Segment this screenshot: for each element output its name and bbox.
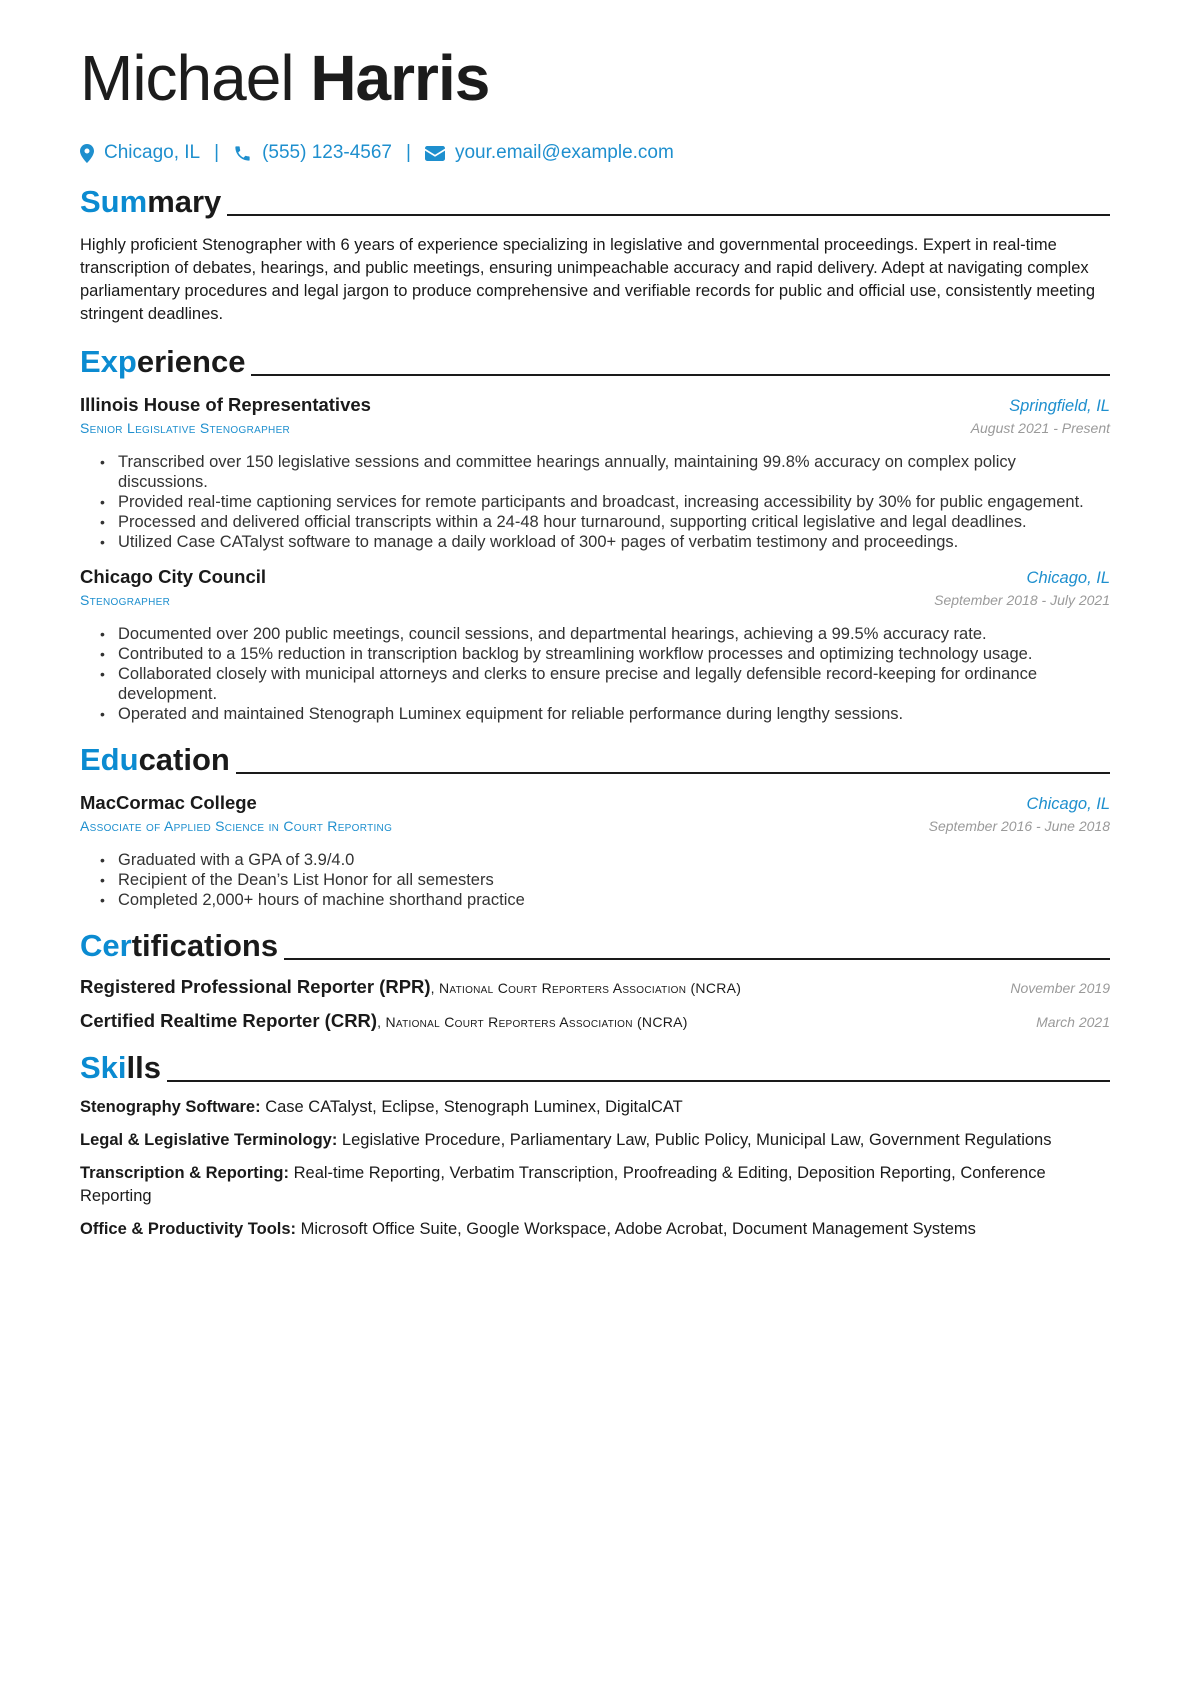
skill-category: Legal & Legislative Terminology: xyxy=(80,1131,338,1149)
job-dates: August 2021 - Present xyxy=(970,420,1110,436)
list-item: • Transcribed over 150 legislative sessions and committee hearings annually, maintaining 99.8% accuracy on complex policy discussions. xyxy=(118,452,1110,492)
experience-entry xyxy=(80,394,1110,552)
employer-name: Illinois House of Representatives xyxy=(80,394,371,415)
skill-row xyxy=(80,1096,1110,1119)
job-title: Stenographer xyxy=(80,592,171,608)
section-title: Skills xyxy=(80,1050,161,1085)
summary-text: Highly proficient Stenographer with 6 years of experience specializing in legislative and governmental proceedings. Expert in real-time transcription of debates, hearings, and public meetings, ensuring unimpeachable accuracy and rapid delivery. Adept at navigating complex parliamentary procedures and legal jargon to produce comprehensive and verifiable records for public and official use, consistently meeting stringent deadlines. xyxy=(80,236,1096,323)
section-divider xyxy=(227,214,1110,216)
skill-category: Stenography Software: xyxy=(80,1098,261,1116)
certifications-heading xyxy=(80,928,1110,964)
envelope-icon xyxy=(425,146,445,161)
employer-location: Springfield, IL xyxy=(1009,397,1110,415)
list-item: • Graduated with a GPA of 3.9/4.0 xyxy=(118,850,1110,870)
education-heading xyxy=(80,742,1110,778)
list-item: • Utilized Case CATalyst software to manage a daily workload of 300+ pages of verbatim testimony and proceedings. xyxy=(118,532,1110,552)
education-dates: September 2016 - June 2018 xyxy=(928,818,1110,834)
achievement-list xyxy=(80,850,1110,910)
section-title: Summary xyxy=(80,184,222,219)
certification-title: Certified Realtime Reporter (CRR) xyxy=(80,1010,378,1031)
list-item: • Recipient of the Dean’s List Honor for all semesters xyxy=(118,870,1110,890)
certification-date: November 2019 xyxy=(1010,980,1110,996)
school-location: Chicago, IL xyxy=(1026,795,1110,813)
list-item: • Contributed to a 15% reduction in transcription backlog by streamlining workflow processes and optimizing technology usage. xyxy=(118,644,1110,664)
skill-values: Legislative Procedure, Parliamentary Law, Public Policy, Municipal Law, Government Regulations xyxy=(337,1131,1052,1149)
education-entry xyxy=(80,792,1110,910)
skill-values: Case CATalyst, Eclipse, Stenograph Luminex, DigitalCAT xyxy=(260,1098,683,1116)
experience-entry xyxy=(80,566,1110,724)
section-title: Certifications xyxy=(80,928,279,963)
skill-values: Real-time Reporting, Verbatim Transcription, Proofreading & Editing, Deposition Reporting, Conference Reporting xyxy=(80,1164,1046,1205)
list-item: • Collaborated closely with municipal attorneys and clerks to ensure precise and legally defensible record-keeping for ordinance development. xyxy=(118,664,1110,704)
list-item: • Completed 2,000+ hours of machine shorthand practice xyxy=(118,890,1110,910)
job-title: Senior Legislative Stenographer xyxy=(80,420,291,436)
email-link: your.email@example.com xyxy=(454,142,674,163)
phone-icon xyxy=(233,144,252,163)
contact-phone[interactable] xyxy=(233,142,392,164)
map-pin-icon xyxy=(80,144,94,163)
candidate-name xyxy=(80,40,1110,116)
section-divider xyxy=(251,374,1110,376)
phone-text: (555) 123-4567 xyxy=(262,142,392,163)
job-dates: September 2018 - July 2021 xyxy=(934,592,1110,608)
skill-category: Transcription & Reporting: xyxy=(80,1164,290,1182)
section-title: Education xyxy=(80,742,230,777)
contact-bar xyxy=(80,140,1110,166)
achievement-list xyxy=(80,624,1110,724)
certification-title: Registered Professional Reporter (RPR) xyxy=(80,976,431,997)
location-text: Chicago, IL xyxy=(104,142,201,163)
skill-row xyxy=(80,1218,1110,1241)
certification-issuer: , National Court Reporters Association (NCRA) xyxy=(377,1014,688,1030)
school-name: MacCormac College xyxy=(80,792,257,813)
list-item: • Processed and delivered official transcripts within a 24-48 hour turnaround, supporting critical legislative and legal deadlines. xyxy=(118,512,1110,532)
section-divider xyxy=(167,1080,1110,1082)
employer-location: Chicago, IL xyxy=(1026,569,1110,587)
summary-heading xyxy=(80,184,1110,220)
first-name: Michael xyxy=(80,42,294,114)
skill-values: Microsoft Office Suite, Google Workspace, Adobe Acrobat, Document Management Systems xyxy=(296,1220,976,1238)
skill-row xyxy=(80,1129,1110,1152)
skills-heading xyxy=(80,1050,1110,1086)
certification-item xyxy=(80,976,1110,998)
skill-row xyxy=(80,1162,1110,1208)
experience-heading xyxy=(80,344,1110,380)
contact-email[interactable] xyxy=(425,142,674,164)
contact-separator: | xyxy=(406,142,411,163)
last-name: Harris xyxy=(310,42,490,114)
contact-location xyxy=(80,142,200,164)
degree-title: Associate of Applied Science in Court Reporting xyxy=(80,818,393,834)
certification-item xyxy=(80,1010,1110,1032)
contact-separator: | xyxy=(214,142,220,163)
section-title: Experience xyxy=(80,344,246,379)
skill-category: Office & Productivity Tools: xyxy=(80,1220,297,1238)
certification-date: March 2021 xyxy=(1036,1014,1110,1030)
list-item: • Operated and maintained Stenograph Luminex equipment for reliable performance during lengthy sessions. xyxy=(118,704,1110,724)
section-divider xyxy=(236,772,1110,774)
section-divider xyxy=(284,958,1110,960)
employer-name: Chicago City Council xyxy=(80,566,267,587)
list-item: • Documented over 200 public meetings, council sessions, and departmental hearings, achieving a 99.5% accuracy rate. xyxy=(118,624,1110,644)
achievement-list xyxy=(80,452,1110,552)
list-item: • Provided real-time captioning services for remote participants and broadcast, increasing accessibility by 30% for public engagement. xyxy=(118,492,1110,512)
certification-issuer: , National Court Reporters Association (NCRA) xyxy=(430,980,742,996)
